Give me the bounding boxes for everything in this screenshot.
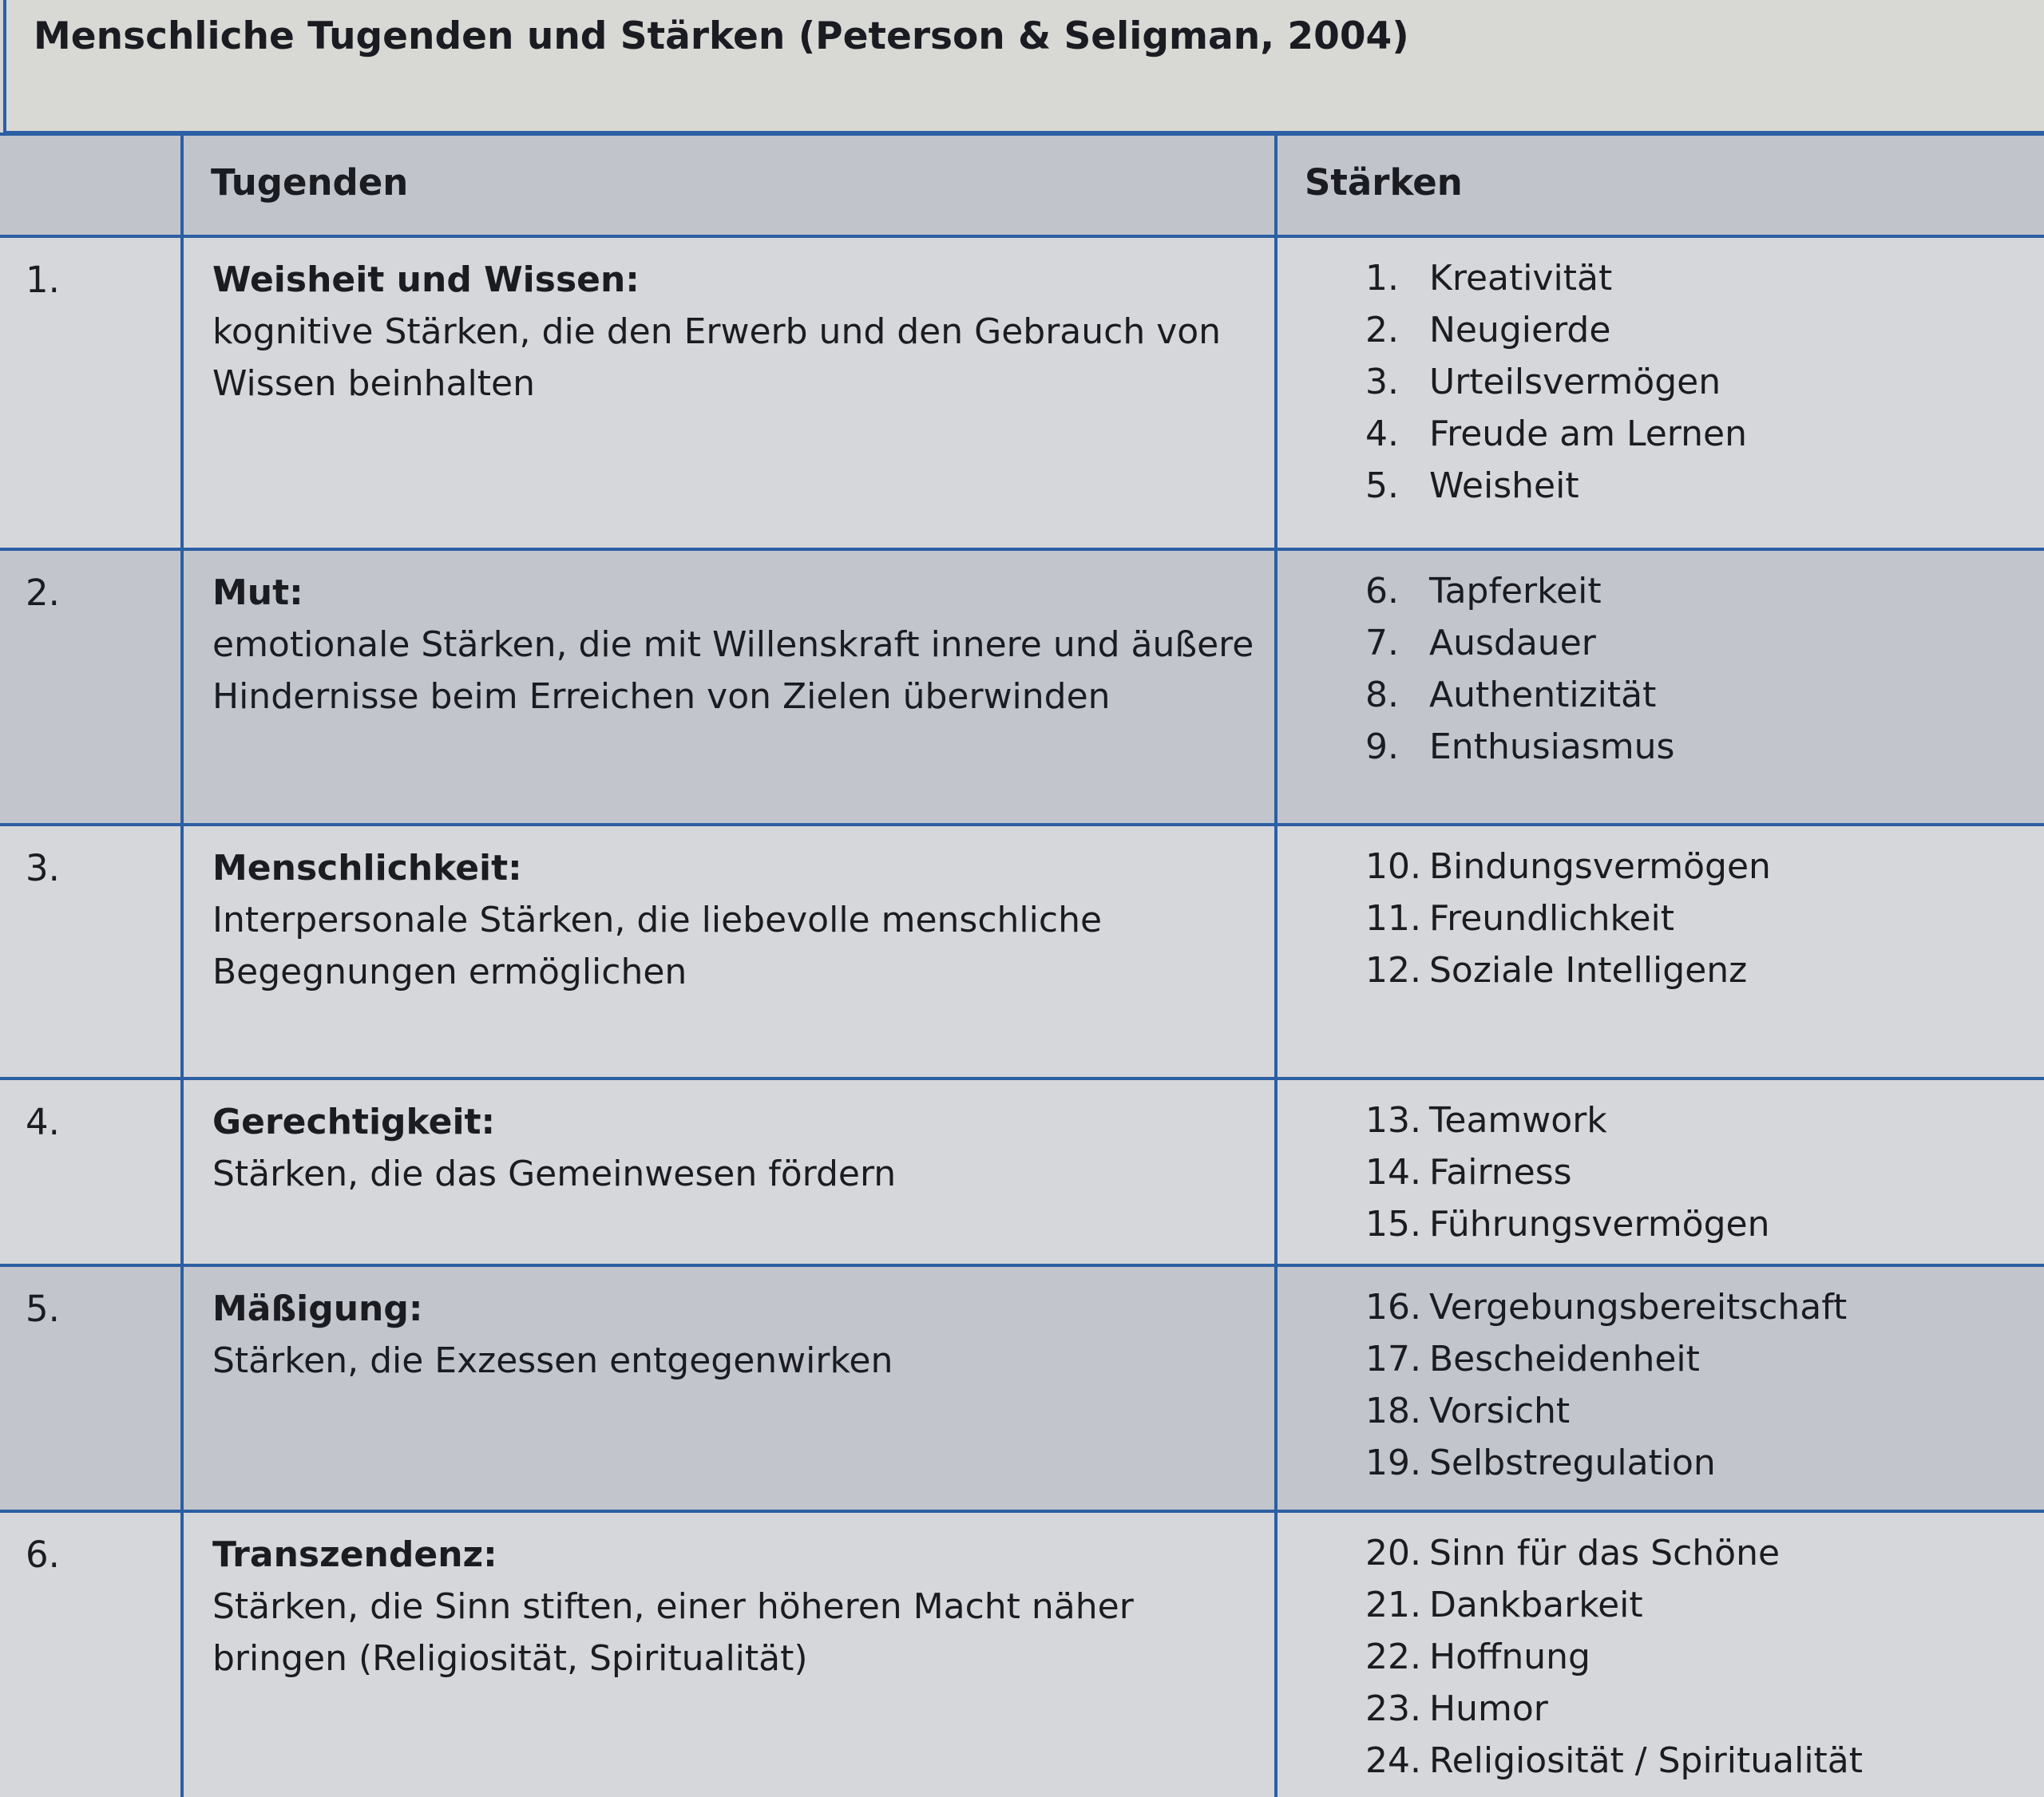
list-item: 3. Urteilsvermögen (1365, 362, 1721, 402)
row-number: 4. (26, 1101, 60, 1143)
header-strengths-cell (1276, 134, 2044, 236)
list-item: 20. Sinn für das Schöne (1365, 1533, 1781, 1573)
header-strengths-label: Stärken (1305, 161, 1463, 204)
strengths-list (1278, 551, 2044, 773)
list-item: 11. Freundlichkeit (1365, 898, 1674, 939)
virtues-table (0, 133, 2044, 1797)
list-item: 9. Enthusiasmus (1365, 726, 1675, 767)
list-item: 12. Soziale Intelligenz (1365, 950, 1748, 991)
virtue-description: Stärken, die Sinn stiften, einer höheren Macht näher bringen (Religiosität, Spiritualität) (212, 1586, 1134, 1679)
strengths-list (1278, 1267, 2044, 1489)
strengths-list (1278, 238, 2044, 512)
table-row (0, 1511, 2044, 1797)
title-cell (3, 0, 2044, 134)
row-number: 3. (26, 847, 60, 889)
page-title: Menschliche Tugenden und Stärken (Peterson & Seligman, 2004) (34, 14, 1409, 58)
strengths-list (1278, 1513, 2044, 1787)
virtue-name: Weisheit und Wissen: (212, 259, 640, 300)
header-number-cell (0, 134, 182, 236)
row-number: 2. (26, 572, 60, 614)
table-row (0, 1265, 2044, 1511)
list-item: 22. Hoffnung (1365, 1637, 1590, 1677)
virtue-name: Transzendenz: (212, 1534, 497, 1575)
virtue-name: Mäßigung: (212, 1288, 423, 1329)
virtue-description: emotionale Stärken, die mit Willenskraft innere und äußere Hindernisse beim Erreichen von Zielen überwinden (212, 624, 1254, 717)
list-item: 10. Bindungsvermögen (1365, 846, 1771, 887)
virtue-description: Stärken, die Exzessen entgegenwirken (212, 1340, 893, 1381)
strengths-list (1278, 826, 2044, 996)
list-item: 21. Dankbarkeit (1365, 1585, 1643, 1625)
virtue-name: Gerechtigkeit: (212, 1102, 496, 1142)
list-item: 16. Vergebungsbereitschaft (1365, 1287, 1848, 1328)
row-number: 1. (26, 259, 60, 301)
list-item: 24. Religiosität / Spiritualität (1365, 1740, 1864, 1781)
header-virtues-label: Tugenden (211, 161, 409, 204)
row-number: 6. (26, 1534, 60, 1576)
list-item: 4. Freude am Lernen (1365, 414, 1747, 454)
list-item: 2. Neugierde (1365, 310, 1611, 350)
row-number: 5. (26, 1288, 60, 1330)
list-item: 13. Teamwork (1365, 1100, 1607, 1141)
virtue-name: Menschlichkeit: (212, 848, 522, 889)
table-row (0, 236, 2044, 549)
list-item: 18. Vorsicht (1365, 1391, 1571, 1431)
list-item: 14. Fairness (1365, 1152, 1572, 1193)
list-item: 6. Tapferkeit (1365, 571, 1602, 612)
virtue-description: Stärken, die das Gemeinwesen fördern (212, 1154, 897, 1194)
header-virtues-cell (182, 134, 1276, 236)
list-item: 15. Führungsvermögen (1365, 1204, 1770, 1245)
table-row (0, 549, 2044, 825)
virtue-description: Interpersonale Stärken, die liebevolle menschliche Begegnungen ermöglichen (212, 900, 1103, 992)
list-item: 17. Bescheidenheit (1365, 1339, 1700, 1379)
list-item: 5. Weisheit (1365, 465, 1579, 506)
list-item: 7. Ausdauer (1365, 623, 1596, 663)
strengths-list (1278, 1080, 2044, 1250)
list-item: 8. Authentizität (1365, 675, 1657, 715)
virtue-name: Mut: (212, 572, 303, 613)
table-header-row (0, 134, 2044, 236)
table-row (0, 1079, 2044, 1265)
list-item: 19. Selbstregulation (1365, 1443, 1716, 1483)
list-item: 23. Humor (1365, 1688, 1548, 1729)
table-row (0, 825, 2044, 1079)
list-item: 1. Kreativität (1365, 258, 1613, 299)
virtue-description: kognitive Stärken, die den Erwerb und den Gebrauch von Wissen beinhalten (212, 311, 1222, 404)
